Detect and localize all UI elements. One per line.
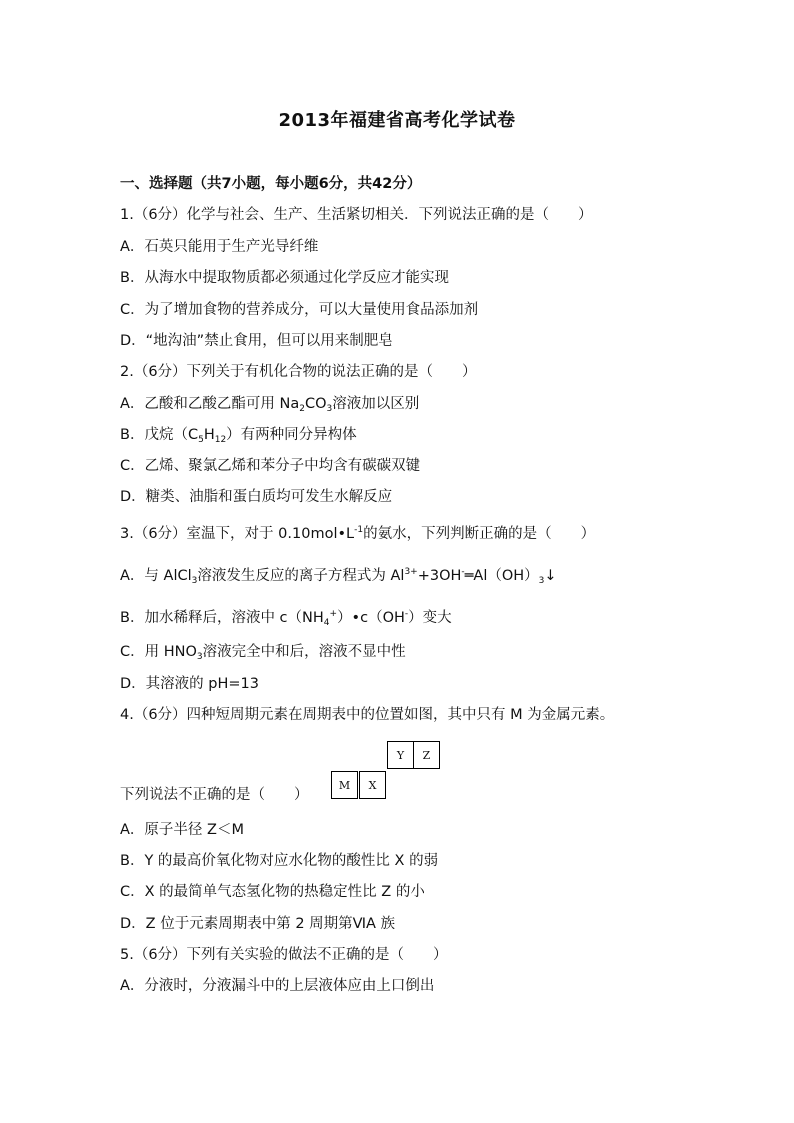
question-1-option-a: A．石英只能用于生产光导纤维 (120, 239, 319, 255)
question-3-option-b: B．加水稀释后，溶液中 $c(NH_4^+)•c(OH^-)$变大 (120, 609, 452, 628)
question-5-option-a: A．分液时，分液漏斗中的上层液体应由上口倒出 (120, 978, 435, 994)
question-3-option-c: C．用 $HNO_3$溶液完全中和后，溶液不显中性 (120, 644, 406, 662)
question-2-option-a: A．乙酸和乙酸乙酯可用 $Na_2CO_3$溶液加以区别 (120, 396, 420, 414)
question-2-stem: 2.（6分）下列关于有机化合物的说法正确的是（ ） (120, 364, 477, 380)
question-3-option-d: D．其溶液的 pH=13 (120, 676, 259, 692)
question-5-stem: 5.（6分）下列有关实验的做法不正确的是（ ） (120, 947, 448, 963)
question-4-stem-continued: 下列说法不正确的是（ ） (120, 787, 309, 803)
question-1-stem: 1.（6分）化学与社会、生产、生活紧切相关．下列说法正确的是（ ） (120, 207, 593, 223)
page-title: 2013年福建省高考化学试卷 (278, 110, 516, 131)
question-2-option-d: D．糖类、油脂和蛋白质均可发生水解反应 (120, 489, 393, 505)
question-3-option-a: A．与 AlCl$_3$溶液发生反应的离子方程式为 $Al^{3+}+3OH^-═Al(OH)_3↓$ (120, 567, 557, 586)
question-4-option-d: D．Z 位于元素周期表中第 2 周期第ⅥA 族 (120, 916, 396, 932)
section-heading: 一、选择题（共7小题，每小题6分，共42分） (120, 176, 422, 192)
element-cell-m: M (331, 771, 358, 799)
question-2-option-b: B．戊烷$(C_5H_{12})$有两种同分异构体 (120, 427, 357, 445)
question-2-option-c: C．乙烯、聚氯乙烯和苯分子中均含有碳碳双键 (120, 458, 421, 474)
question-4-stem: 4.（6分）四种短周期元素在周期表中的位置如图，其中只有 M 为金属元素。 (120, 707, 615, 723)
question-4-option-c: C．X 的最简单气态氢化物的热稳定性比 Z 的小 (120, 884, 425, 900)
element-cell-z: Z (413, 741, 440, 769)
question-4-option-b: B．Y 的最高价氧化物对应水化物的酸性比 X 的弱 (120, 853, 439, 869)
element-cell-x: X (359, 771, 386, 799)
element-cell-y: Y (387, 741, 414, 769)
question-1-option-d: D．“地沟油”禁止食用，但可以用来制肥皂 (120, 333, 393, 349)
question-1-option-c: C．为了增加食物的营养成分，可以大量使用食品添加剂 (120, 302, 479, 318)
question-1-option-b: B．从海水中提取物质都必须通过化学反应才能实现 (120, 270, 449, 286)
question-3-stem: 3.（6分）室温下，对于 $0.10mol•L^{-1}$的氨水，下列判断正确的是（ ） (120, 525, 596, 542)
question-4-option-a: A．原子半径 Z＜M (120, 822, 244, 838)
periodic-table-fragment (329, 741, 441, 799)
